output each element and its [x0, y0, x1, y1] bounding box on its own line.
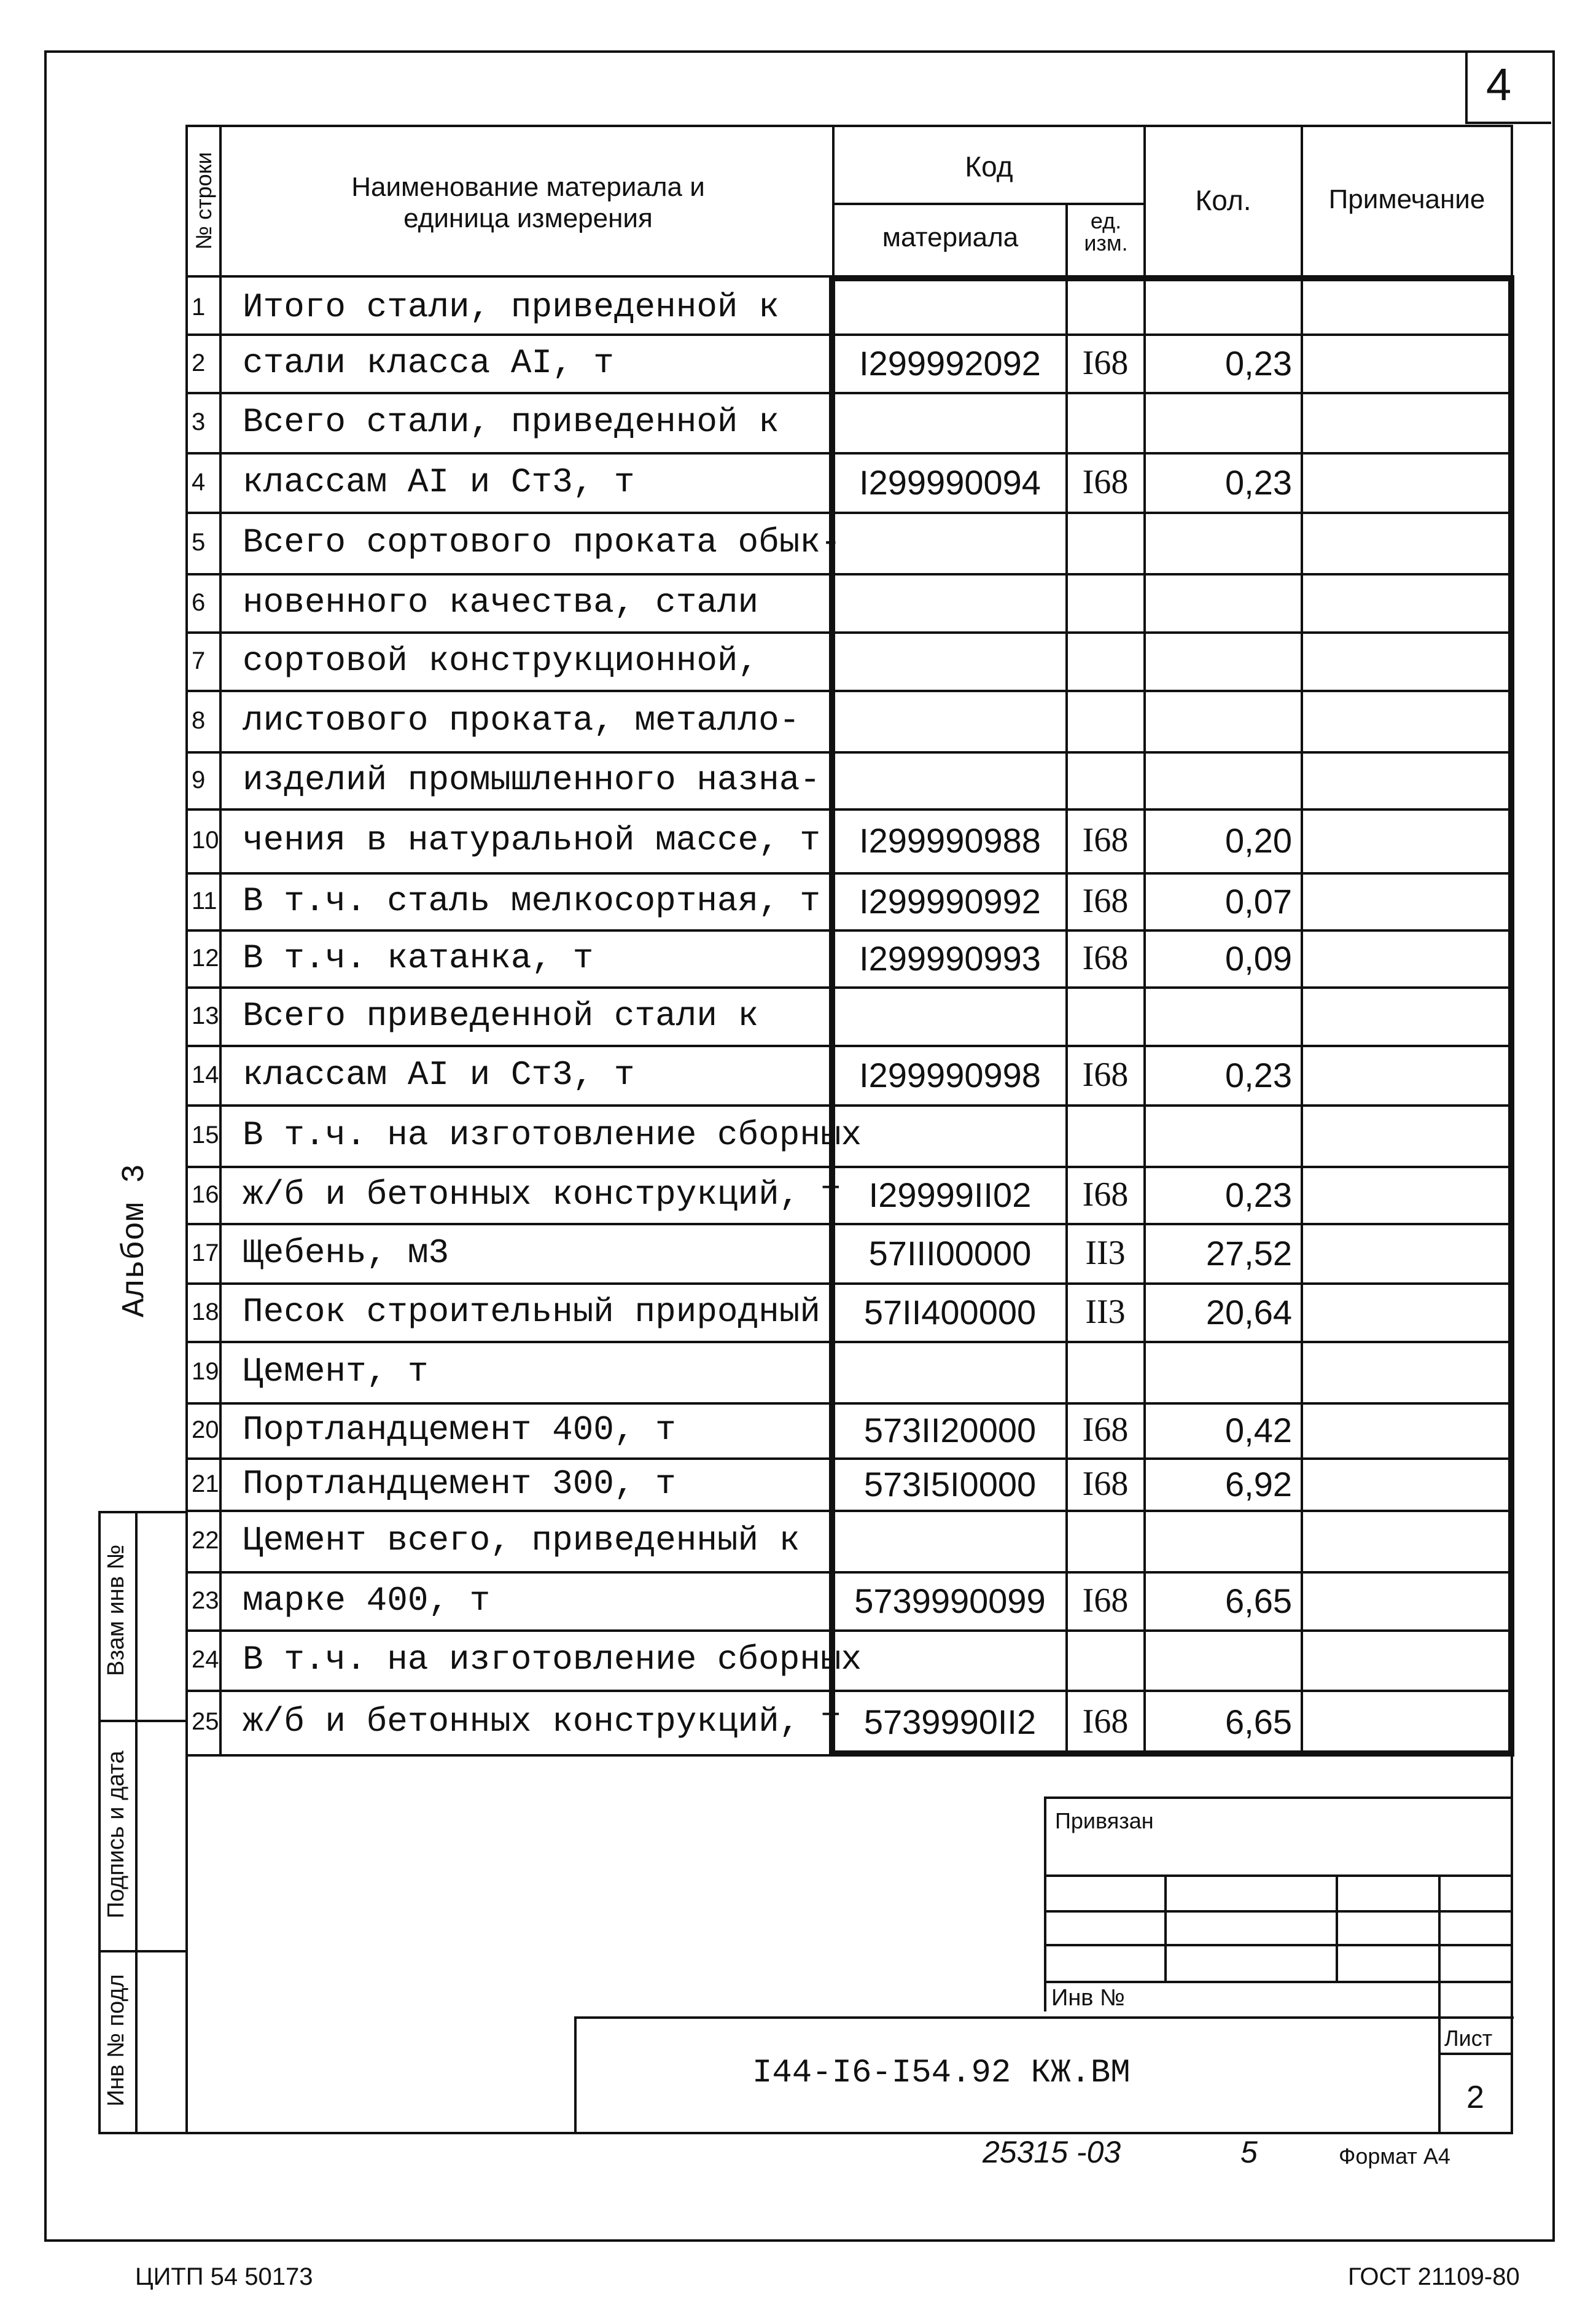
col-code-divider: [1065, 203, 1068, 1757]
list-number: 2: [1466, 2080, 1484, 2115]
quantity: 0,23: [1225, 462, 1292, 502]
side-strip-left: [98, 1511, 101, 2134]
page-number: 4: [1486, 59, 1512, 110]
row-separator: [185, 1457, 1513, 1460]
material-code: I299990993: [859, 938, 1041, 978]
material-name: классам АI и Ст3, т: [243, 462, 635, 502]
material-code: I299990094: [859, 462, 1041, 502]
header-code: Код: [965, 150, 1013, 182]
quantity: 0,23: [1225, 1175, 1292, 1214]
list-label: Лист: [1444, 2026, 1493, 2051]
quantity: 0,20: [1225, 821, 1292, 860]
row-separator: [185, 1571, 1513, 1574]
stamp-bottom: [185, 2132, 1513, 2134]
header-bottom: [185, 275, 1513, 278]
unit-code: II3: [1085, 1233, 1126, 1272]
row-number: 22: [192, 1527, 219, 1554]
material-name: Всего сортового проката обык-: [243, 523, 841, 562]
row-separator: [185, 1510, 1513, 1512]
row-separator: [185, 1402, 1513, 1405]
stamp-grid-line2: [1044, 1910, 1513, 1913]
page-number-box-bottom: [1465, 122, 1551, 124]
page-number-box-left: [1465, 50, 1468, 123]
row-number: 7: [192, 647, 206, 674]
material-code: 5739990099: [854, 1581, 1046, 1620]
quantity: 6,65: [1225, 1581, 1292, 1620]
row-number: 14: [192, 1061, 219, 1088]
side-strip-bottom: [98, 2132, 188, 2134]
thick-border-code-left: [829, 275, 835, 1757]
side-strip-top: [98, 1511, 188, 1513]
row-number: 23: [192, 1586, 219, 1614]
row-separator: [185, 1690, 1513, 1692]
material-name: Песок строительный природный: [243, 1292, 820, 1332]
list-label-divider: [1438, 2053, 1513, 2055]
row-number: 25: [192, 1707, 219, 1735]
row-number: 3: [192, 408, 206, 435]
row-separator: [185, 1166, 1513, 1168]
material-name: Цемент, т: [243, 1352, 429, 1391]
material-name: Портландцемент 300, т: [243, 1464, 676, 1504]
stamp-privyazan-left: [1044, 1796, 1046, 2011]
publisher-code: ЦИТП 54 50173: [135, 2263, 313, 2290]
row-number: 19: [192, 1358, 219, 1385]
row-number: 11: [192, 887, 217, 915]
gost-code: ГОСТ 21109-80: [1348, 2263, 1520, 2290]
row-separator: [185, 512, 1513, 514]
row-separator: [185, 751, 1513, 754]
table-top-border: [185, 125, 1513, 127]
row-separator: [185, 573, 1513, 575]
row-separator: [185, 986, 1513, 989]
unit-code: I68: [1082, 1175, 1129, 1214]
table-bottom-border: [185, 1754, 1513, 1757]
thick-border-right: [1508, 275, 1514, 1757]
material-name: чения в натуральной массе, т: [243, 821, 820, 860]
unit-code: I68: [1082, 821, 1129, 859]
quantity: 0,23: [1225, 343, 1292, 383]
unit-code: I68: [1082, 1581, 1129, 1620]
unit-code: I68: [1082, 881, 1129, 920]
material-name: изделий промышленного назна-: [243, 760, 820, 800]
material-code: I29999II02: [868, 1175, 1032, 1214]
material-code: I299990988: [859, 821, 1041, 860]
side-strip-sep1: [98, 1720, 188, 1722]
row-number: 6: [192, 588, 206, 616]
material-code: 5739990II2: [863, 1702, 1037, 1741]
quantity: 27,52: [1205, 1233, 1292, 1273]
header-material: материала: [882, 222, 1019, 252]
row-separator: [185, 808, 1513, 811]
quantity: 0,07: [1225, 881, 1292, 921]
row-separator: [185, 1045, 1513, 1047]
row-number: 13: [192, 1002, 219, 1029]
stamp-privyazan: Привязан: [1055, 1808, 1154, 1833]
material-name: Всего приведенной стали к: [243, 996, 759, 1036]
row-separator: [185, 690, 1513, 692]
quantity: 0,23: [1225, 1055, 1292, 1094]
row-number: 17: [192, 1239, 219, 1266]
row-number: 24: [192, 1646, 219, 1673]
quantity: 6,65: [1225, 1702, 1292, 1741]
side-strip-mid: [135, 1511, 138, 2134]
stamp-grid-col1: [1164, 1874, 1167, 1982]
material-name: В т.ч. на изготовление сборных: [243, 1640, 862, 1679]
side-vzam: Взам инв №: [103, 1544, 129, 1676]
stamp-inv-no: Инв №: [1051, 1985, 1125, 2011]
row-separator: [185, 334, 1513, 336]
stamp-privyazan-top: [1044, 1796, 1513, 1799]
material-name: Портландцемент 400, т: [243, 1410, 676, 1449]
quantity: 6,92: [1225, 1464, 1292, 1504]
material-code: I299990992: [859, 881, 1041, 921]
unit-code: I68: [1082, 462, 1129, 501]
title-block-left: [574, 2016, 577, 2133]
row-separator: [185, 1341, 1513, 1343]
unit-code: I68: [1082, 1702, 1129, 1741]
side-podpis: Подпись и дата: [103, 1750, 129, 1919]
row-separator: [185, 1104, 1513, 1107]
stamp-grid-line1: [1044, 1874, 1513, 1877]
row-number: 9: [192, 766, 206, 794]
material-name: марке 400, т: [243, 1580, 491, 1620]
material-name: классам АI и Ст3, т: [243, 1055, 635, 1094]
row-separator: [185, 452, 1513, 454]
row-number: 20: [192, 1416, 219, 1443]
unit-code: II3: [1085, 1292, 1126, 1331]
material-name: ж/б и бетонных конструкций, т: [243, 1174, 841, 1214]
title-block-top: [574, 2016, 1514, 2019]
material-name: Всего стали, приведенной к: [243, 402, 779, 442]
order-number: 25315 -03: [983, 2135, 1121, 2169]
stamp-grid-col2: [1336, 1874, 1338, 1982]
material-name: Итого стали, приведенной к: [243, 287, 779, 327]
doc-code: I44-I6-I54.92 КЖ.ВМ: [752, 2054, 1131, 2092]
material-name: В т.ч. сталь мелкосортная, т: [243, 881, 820, 921]
material-name: В т.ч. на изготовление сборных: [243, 1115, 862, 1155]
row-separator: [185, 1223, 1513, 1225]
stamp-grid-line3: [1044, 1944, 1513, 1946]
stamp-grid-col3: [1438, 1874, 1441, 2132]
unit-code: I68: [1082, 343, 1129, 382]
row-number: 8: [192, 707, 206, 734]
header-note: Примечание: [1328, 184, 1485, 214]
material-code: 57II400000: [863, 1292, 1037, 1332]
row-number: 16: [192, 1180, 219, 1208]
header-code-split: [832, 203, 1146, 205]
quantity: 0,42: [1225, 1411, 1292, 1449]
quantity: 0,09: [1225, 938, 1292, 978]
material-name: Цемент всего, приведенный к: [243, 1521, 800, 1560]
side-inv-podl: Инв № подл: [103, 1974, 129, 2107]
unit-code: I68: [1082, 938, 1129, 977]
header-qty: Кол.: [1195, 184, 1251, 216]
copy-number: 5: [1240, 2135, 1258, 2169]
table-left-border: [185, 126, 188, 2134]
header-unit: ед. изм.: [1084, 208, 1128, 256]
row-number: 5: [192, 529, 206, 556]
row-number: 10: [192, 827, 219, 854]
material-code: I299990998: [859, 1055, 1041, 1094]
row-number: 15: [192, 1121, 219, 1149]
row-separator: [185, 872, 1513, 875]
row-separator: [185, 1629, 1513, 1632]
material-name: сортовой конструкционной,: [243, 641, 759, 681]
row-number: 2: [192, 349, 206, 376]
row-number: 12: [192, 944, 219, 972]
row-separator: [185, 1282, 1513, 1285]
material-name: листового проката, металло-: [243, 701, 800, 740]
side-strip-sep2: [98, 1950, 188, 1952]
unit-code: I68: [1082, 1464, 1129, 1503]
row-number: 4: [192, 468, 206, 496]
material-code: 573II20000: [863, 1411, 1037, 1449]
row-number: 1: [192, 293, 206, 321]
header-name: Наименование материала и единица измерения: [351, 172, 705, 233]
unit-code: I68: [1082, 1055, 1129, 1094]
row-separator: [185, 929, 1513, 932]
row-separator: [185, 631, 1513, 634]
unit-code: I68: [1082, 1411, 1129, 1449]
material-code: 573I5I0000: [863, 1464, 1037, 1504]
header-row-no: № строки: [191, 152, 216, 250]
material-name: стали класса АI, т: [243, 343, 614, 383]
material-name: Щебень, м3: [243, 1233, 450, 1273]
stamp-grid-line4: [1044, 1981, 1513, 1983]
format-label: Формат А4: [1339, 2144, 1450, 2169]
material-name: ж/б и бетонных конструкций, т: [243, 1701, 841, 1741]
material-code: 57III00000: [868, 1233, 1032, 1273]
material-name: В т.ч. катанка, т: [243, 938, 594, 978]
row-separator: [185, 392, 1513, 394]
row-number: 18: [192, 1298, 219, 1325]
material-code: I299992092: [859, 343, 1041, 383]
row-number: 21: [192, 1470, 219, 1497]
material-name: новенного качества, стали: [243, 582, 759, 622]
side-album: Альбом 3: [117, 1164, 153, 1317]
quantity: 20,64: [1205, 1292, 1292, 1332]
